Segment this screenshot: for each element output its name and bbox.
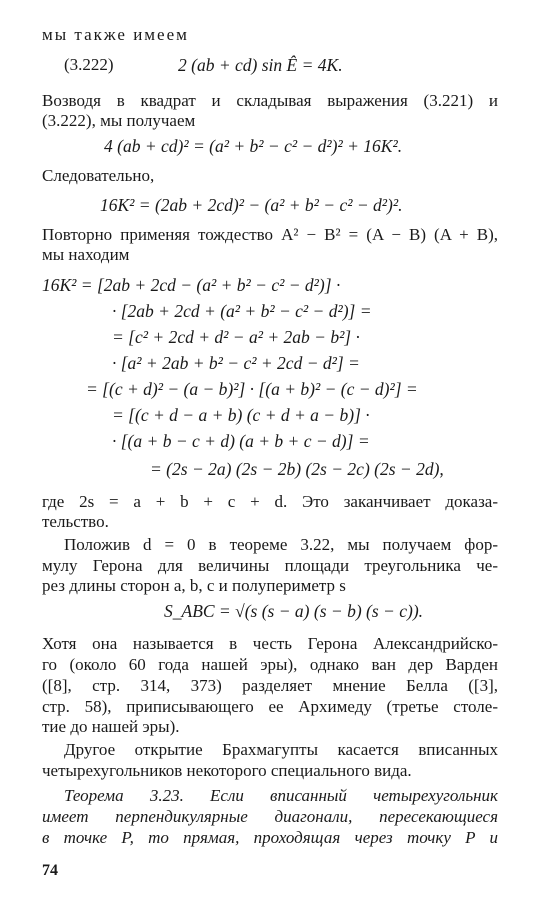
page-number: 74	[42, 862, 58, 879]
equation: · [2ab + 2cd + (a² + b² − c² − d²)] =	[112, 301, 372, 321]
text-line: четырехугольников некоторого специального вида.	[42, 761, 412, 780]
theorem-line: имеет перпендикулярные диагонали, пересекающиеся	[42, 807, 498, 826]
equation: = (2s − 2a) (2s − 2b) (2s − 2c) (2s − 2d),	[150, 459, 444, 479]
equation-number: (3.222)	[64, 55, 114, 74]
equation: · [(a + b − c + d) (a + b + c − d)] =	[112, 431, 370, 451]
equation: = [c² + 2cd + d² − a² + 2ab − b²] ·	[112, 327, 360, 347]
equation: 16K² = [2ab + 2cd − (a² + b² − c² − d²)] ·	[42, 275, 341, 295]
text-line: рез длины сторон a, b, c и полупериметр s	[42, 576, 346, 595]
text-line: го (около 60 года нашей эры), однако ван дер Варден	[42, 655, 498, 674]
text-line: Возводя в квадрат и складывая выражения (3.221) и	[42, 91, 498, 110]
equation: · [a² + 2ab + b² − c² + 2cd − d²] =	[112, 353, 360, 373]
text-line: мы находим	[42, 245, 130, 264]
equation: = [(c + d)² − (a − b)²] · [(a + b)² − (c − d)²] =	[86, 379, 418, 399]
text-line: (3.222), мы получаем	[42, 111, 196, 130]
text-line: где 2s = a + b + c + d. Это заканчивает доказа-	[42, 492, 498, 511]
equation: S_ABC = √(s (s − a) (s − b) (s − c)).	[164, 601, 424, 621]
text-line: Хотя она называется в честь Герона Александрийско-	[42, 634, 498, 653]
equation: = [(c + d − a + b) (c + d + a − b)] ·	[112, 405, 370, 425]
equation: 4 (ab + cd)² = (a² + b² − c² − d²)² + 16K².	[104, 136, 403, 156]
text-line: стр. 58), приписывающего ее Архимеду (третье столе-	[42, 697, 498, 716]
text-line: тие до нашей эры).	[42, 717, 180, 736]
theorem-line: Теорема 3.23. Если вписанный четырехугольник	[64, 786, 498, 805]
equation: 2 (ab + cd) sin Ê = 4K.	[178, 55, 343, 75]
text-line: мы также имеем	[42, 25, 189, 44]
text-line: Повторно применяя тождество A² − B² = (A − B) (A + B),	[42, 225, 498, 244]
text-line: Следовательно,	[42, 166, 155, 185]
text-line: тельство.	[42, 512, 109, 531]
text-line: Другое открытие Брахмагупты касается вписанных	[64, 740, 498, 759]
equation: 16K² = (2ab + 2cd)² − (a² + b² − c² − d²)².	[100, 195, 403, 215]
theorem-line: в точке P, то прямая, проходящая через точку P и	[42, 828, 498, 847]
text-line: ([8], стр. 314, 373) разделяет мнение Белла ([3],	[42, 676, 498, 695]
text-line: мулу Герона для величины площади треугольника че-	[42, 556, 498, 575]
text-line: Положив d = 0 в теореме 3.22, мы получаем фор-	[64, 535, 498, 554]
